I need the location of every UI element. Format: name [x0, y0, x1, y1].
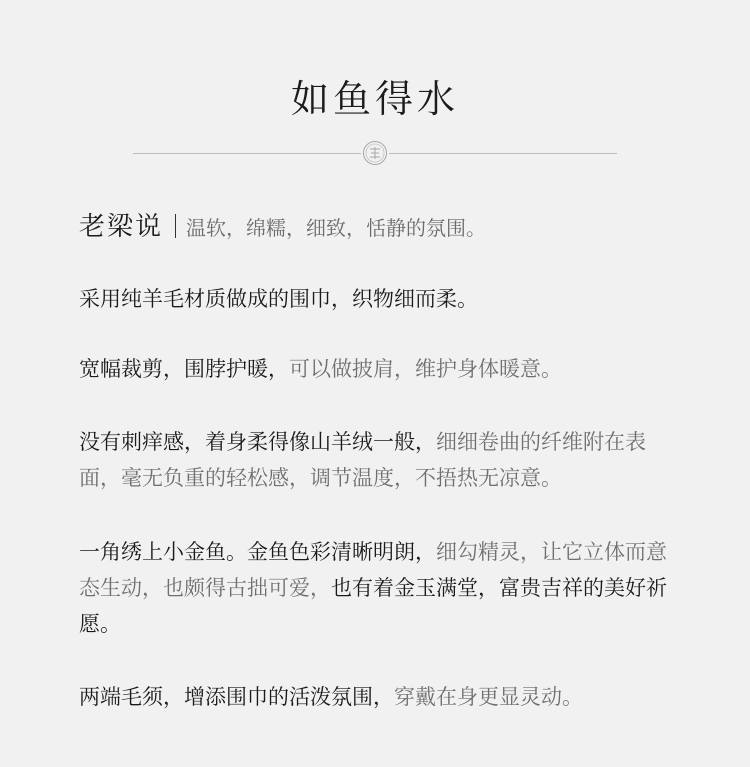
- paragraph-1: [79, 281, 679, 317]
- ornamental-emblem-icon: [362, 140, 388, 166]
- paragraph-4-dark-2: 也有着金玉满堂，富贵吉祥的美好祈愿。: [79, 576, 667, 636]
- paragraph-5-grey: 穿戴在身更显灵动。: [394, 685, 583, 709]
- paragraph-2-grey: 可以做披肩，维护身体暖意。: [289, 357, 562, 381]
- intro-lead: 老梁说: [79, 212, 164, 242]
- paragraph-3: [79, 424, 679, 496]
- paragraph-1-dark: 采用纯羊毛材质做成的围巾，织物细而柔。: [79, 287, 478, 311]
- paragraph-4: [79, 534, 679, 642]
- intro-line: [79, 209, 679, 246]
- intro-separator: [175, 214, 176, 238]
- title-divider: [133, 140, 617, 168]
- divider-line-left: [133, 153, 361, 154]
- paragraph-5: [79, 679, 679, 715]
- paragraph-4-dark: 一角绣上小金鱼。金鱼色彩清晰明朗，: [79, 540, 436, 564]
- intro-text: 温软，绵糯，细致，恬静的氛围。: [186, 216, 487, 240]
- page-title: 如鱼得水: [290, 77, 459, 121]
- paragraph-5-dark: 两端毛须，增添围巾的活泼氛围，: [79, 685, 394, 709]
- paragraph-3-grey: 细细卷曲的纤维附在表面，毫无负重的轻松感，调节温度，不捂热无凉意。: [79, 430, 646, 490]
- paragraph-2: [79, 351, 679, 387]
- paragraph-4-grey: 细勾精灵，让它立体而意态生动，也颇得古拙可爱，: [79, 540, 667, 600]
- divider-line-right: [389, 153, 617, 154]
- paragraph-3-dark: 没有刺痒感，着身柔得像山羊绒一般，: [79, 430, 436, 454]
- paragraph-2-dark: 宽幅裁剪，围脖护暖，: [79, 357, 289, 381]
